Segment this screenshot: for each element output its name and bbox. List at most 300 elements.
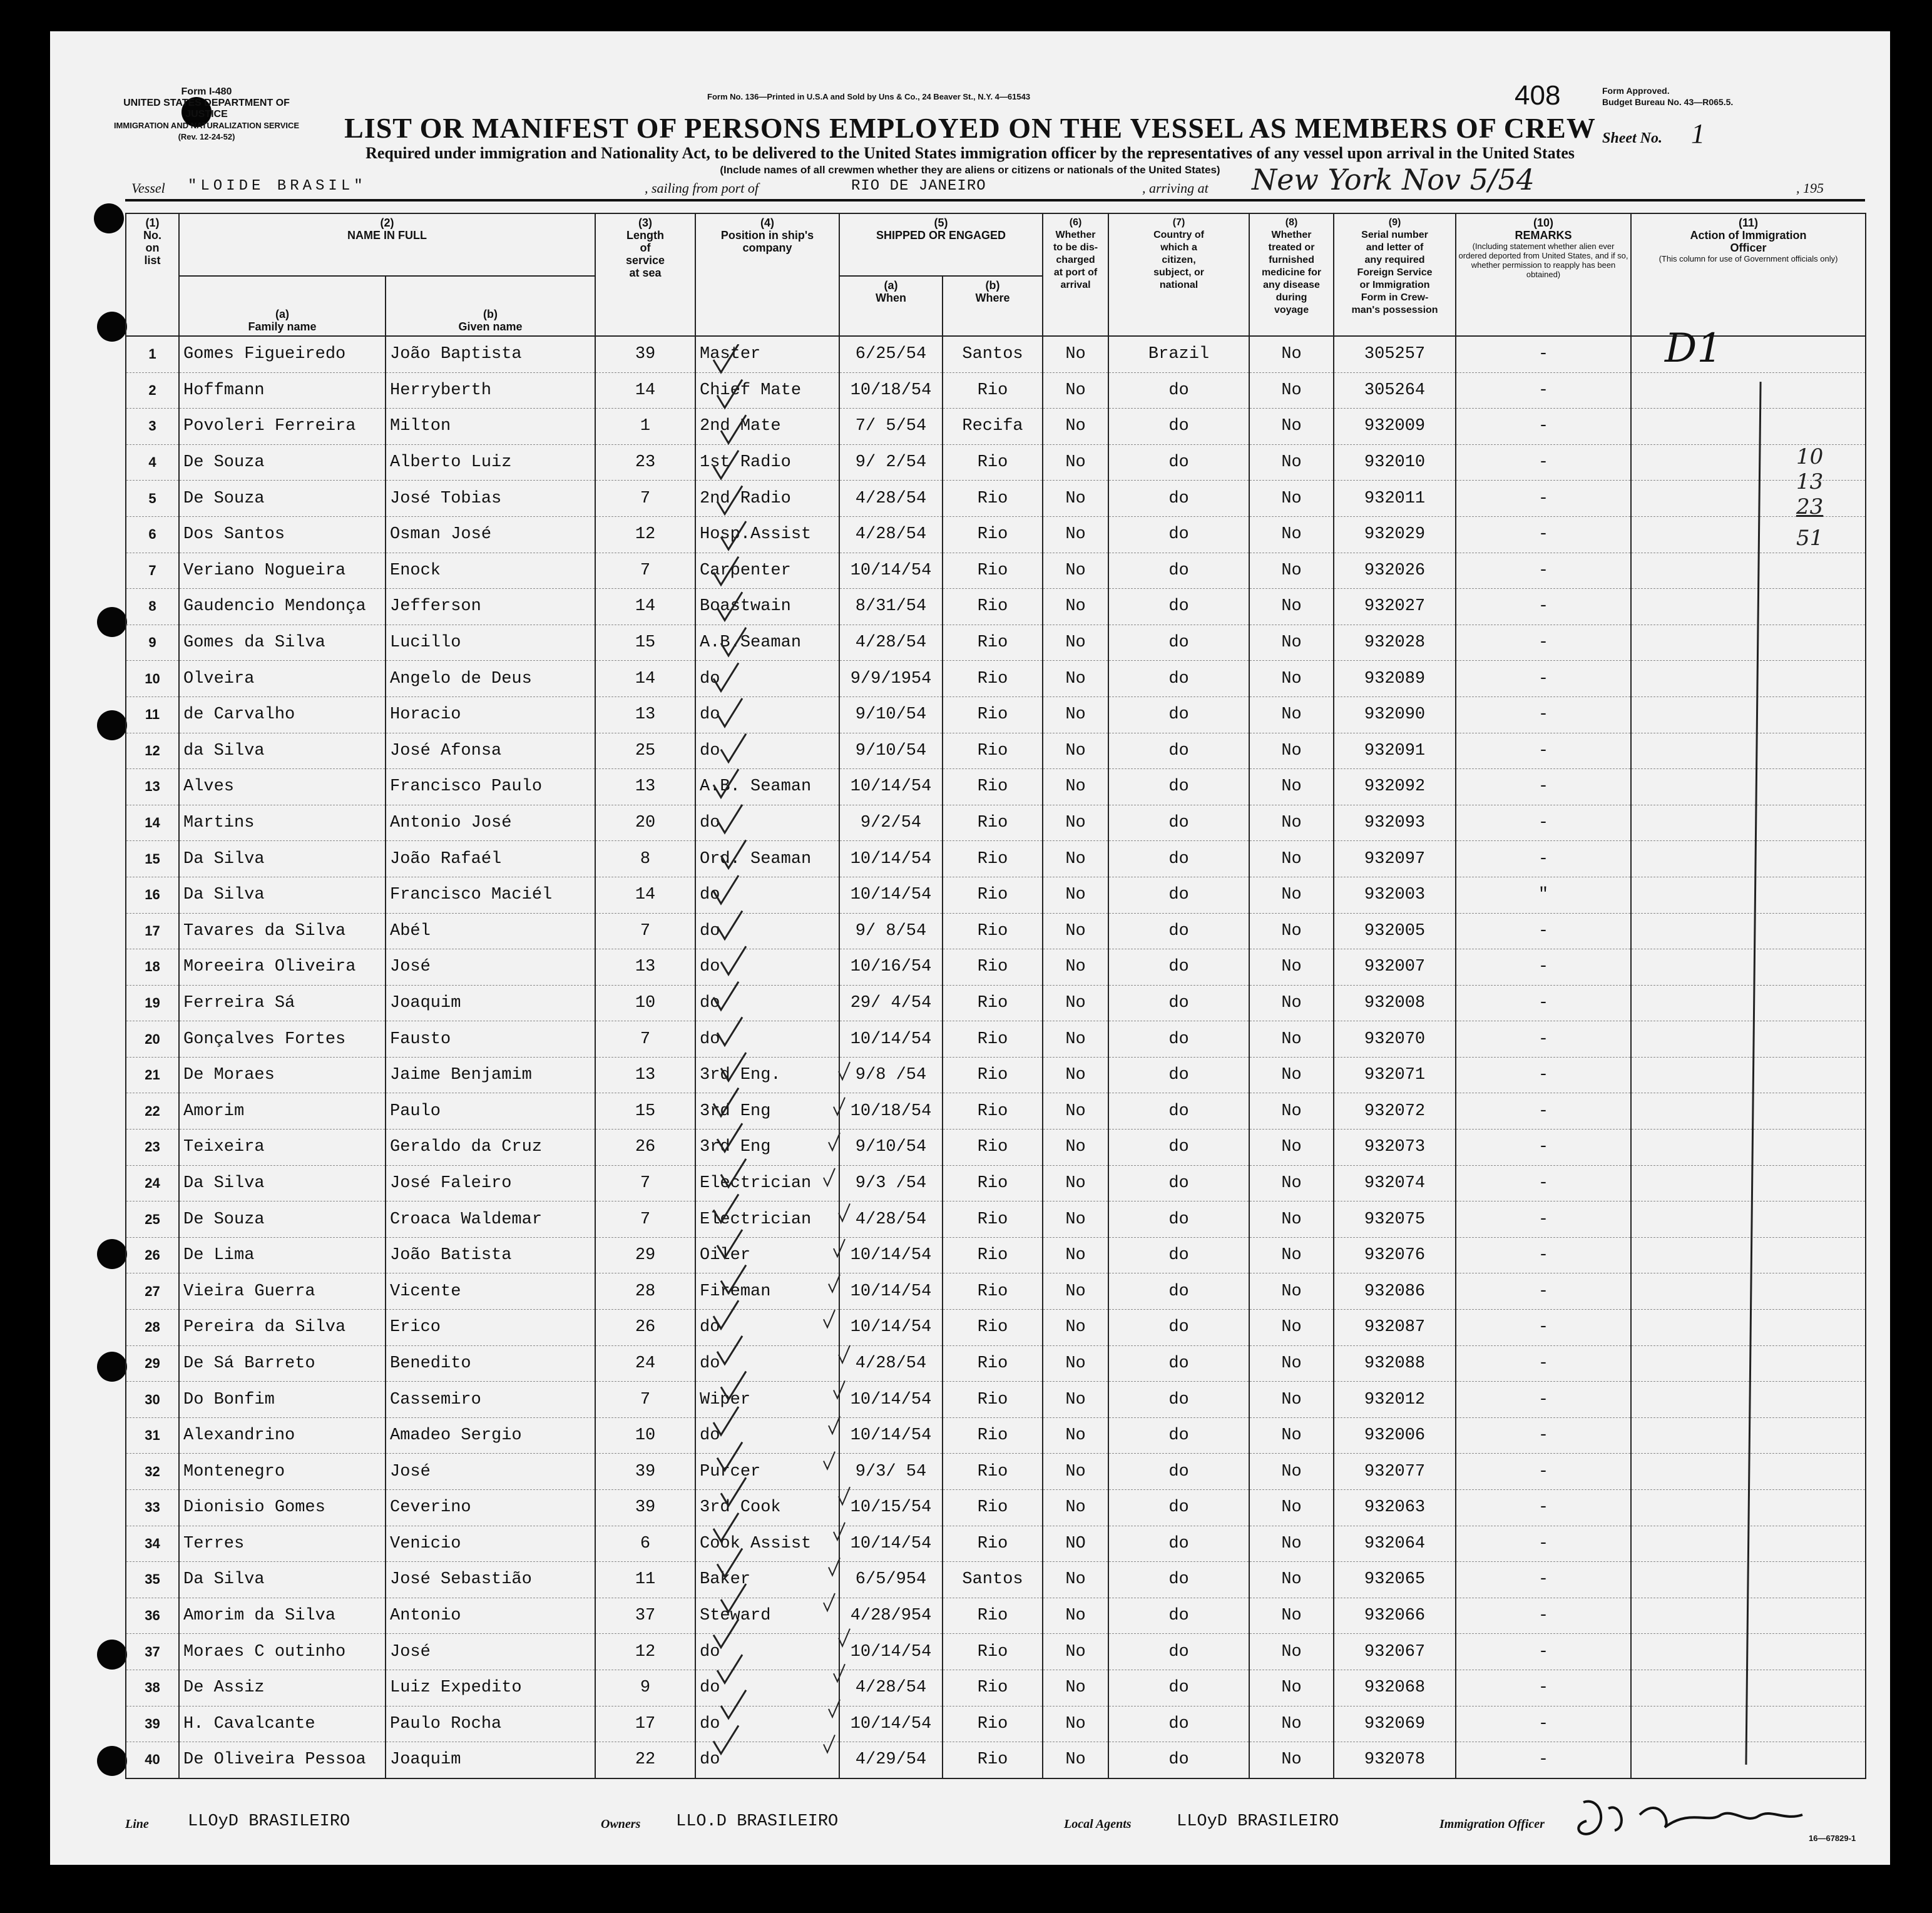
serial-number-cell: 932070 [1334, 1021, 1456, 1058]
shipped-when-cell: 10/14/54 [839, 1706, 943, 1742]
length-of-service-cell: 8 [595, 841, 695, 877]
crew-row [126, 1345, 1866, 1382]
serial-number-cell: 932012 [1334, 1382, 1456, 1418]
row-number-cell: 34 [126, 1526, 179, 1562]
shipped-where-cell: Rio [943, 733, 1043, 769]
family-name-cell: Povoleri Ferreira [179, 409, 386, 445]
crew-row [126, 589, 1866, 625]
crew-row [126, 336, 1866, 372]
treated-cell: No [1249, 372, 1334, 409]
check-mark [829, 1275, 840, 1292]
position-cell: Fireman [695, 1273, 839, 1310]
discharged-cell: No [1043, 516, 1108, 553]
length-of-service-cell: 14 [595, 372, 695, 409]
remarks-cell: - [1456, 1454, 1631, 1490]
treated-cell: No [1249, 913, 1334, 949]
length-of-service-cell: 17 [595, 1706, 695, 1742]
sheet-label: Sheet No. [1602, 130, 1662, 146]
country-cell: do [1108, 409, 1249, 445]
col-treated-header: (8) Whether treated or furnished medicine for any disease during voyage [1249, 213, 1334, 336]
check-mark [721, 734, 746, 762]
action-cell [1631, 1634, 1866, 1670]
check-mark [824, 1593, 835, 1611]
family-name-cell: da Silva [179, 733, 386, 769]
form-number: Form I-480 [181, 86, 232, 97]
family-name-cell: Da Silva [179, 877, 386, 913]
discharged-cell: No [1043, 1021, 1108, 1058]
country-cell: do [1108, 372, 1249, 409]
shipped-where-cell: Rio [943, 516, 1043, 553]
check-mark [721, 1265, 746, 1293]
serial-number-cell: 932005 [1334, 913, 1456, 949]
discharged-cell: No [1043, 1382, 1108, 1418]
given-name-cell: Venicio [386, 1526, 595, 1562]
check-mark [713, 982, 739, 1010]
discharged-cell: No [1043, 1562, 1108, 1598]
crew-row [126, 1490, 1866, 1526]
shipped-when-cell: 8/31/54 [839, 589, 943, 625]
given-name-cell: Francisco Maciél [386, 877, 595, 913]
position-cell: 3rd Eng [695, 1093, 839, 1130]
remarks-cell: - [1456, 625, 1631, 661]
shipped-when-cell: 4/28/954 [839, 1598, 943, 1634]
col-position-header: (4) Position in ship's company [695, 213, 839, 336]
discharged-cell: No [1043, 696, 1108, 733]
action-cell [1631, 805, 1866, 841]
action-cell [1631, 625, 1866, 661]
action-cell [1631, 1273, 1866, 1310]
discharged-cell: No [1043, 1273, 1108, 1310]
remarks-cell: - [1456, 1057, 1631, 1093]
shipped-when-cell: 9/10/54 [839, 696, 943, 733]
remarks-cell: - [1456, 769, 1631, 805]
shipped-where-cell: Rio [943, 1634, 1043, 1670]
shipped-when-cell: 4/28/54 [839, 481, 943, 517]
given-name-cell: Herryberth [386, 372, 595, 409]
check-mark [717, 592, 742, 620]
serial-number-cell: 932026 [1334, 553, 1456, 589]
crew-row [126, 1021, 1866, 1058]
country-cell: do [1108, 1165, 1249, 1201]
family-name-cell: Amorim [179, 1093, 386, 1130]
shipped-when-cell: 10/14/54 [839, 877, 943, 913]
action-cell [1631, 1201, 1866, 1238]
length-of-service-cell: 13 [595, 949, 695, 986]
shipped-where-cell: Rio [943, 1273, 1043, 1310]
crew-row [126, 372, 1866, 409]
discharged-cell: No [1043, 1310, 1108, 1346]
family-name-cell: Ferreira Sá [179, 985, 386, 1021]
family-name-cell: Alves [179, 769, 386, 805]
row-number-cell: 8 [126, 589, 179, 625]
budget-bureau-number: Budget Bureau No. 43—R065.5. [1602, 97, 1734, 107]
treated-cell: No [1249, 1201, 1334, 1238]
arriving-handwritten: New York Nov 5/54 [1252, 163, 1535, 196]
family-name-cell: Gomes da Silva [179, 625, 386, 661]
row-number-cell: 22 [126, 1093, 179, 1130]
punch-hole [97, 1239, 127, 1269]
given-name-cell: Angelo de Deus [386, 661, 595, 697]
length-of-service-cell: 23 [595, 444, 695, 481]
stamp-number: 408 [1515, 80, 1561, 111]
crew-row [126, 1130, 1866, 1166]
serial-number-cell: 932092 [1334, 769, 1456, 805]
treated-cell: No [1249, 1310, 1334, 1346]
officer-signature [1565, 1790, 1827, 1846]
given-name-cell: Abél [386, 913, 595, 949]
check-mark [721, 415, 746, 443]
position-cell: do [695, 1742, 839, 1778]
serial-number-cell: 932091 [1334, 733, 1456, 769]
length-of-service-cell: 15 [595, 1093, 695, 1130]
treated-cell: No [1249, 841, 1334, 877]
position-cell: 2nd Mate [695, 409, 839, 445]
family-name-cell: Terres [179, 1526, 386, 1562]
remarks-cell: - [1456, 949, 1631, 986]
family-name-cell: Pereira da Silva [179, 1310, 386, 1346]
crew-row [126, 1417, 1866, 1454]
given-name-cell: Paulo Rocha [386, 1706, 595, 1742]
length-of-service-cell: 14 [595, 589, 695, 625]
treated-cell: No [1249, 1706, 1334, 1742]
action-cell [1631, 1345, 1866, 1382]
tally-value: 51 [1796, 526, 1824, 551]
form-code: 16—67829-1 [1809, 1834, 1856, 1843]
given-name-cell: José Sebastião [386, 1562, 595, 1598]
shipped-when-cell: 10/14/54 [839, 1382, 943, 1418]
check-mark [717, 1017, 742, 1045]
given-name-cell: Osman José [386, 516, 595, 553]
treated-cell: No [1249, 1273, 1334, 1310]
discharged-cell: No [1043, 1670, 1108, 1706]
check-mark [713, 1620, 739, 1648]
crew-row [126, 1237, 1866, 1273]
length-of-service-cell: 22 [595, 1742, 695, 1778]
treated-cell: No [1249, 1742, 1334, 1778]
check-mark [717, 1230, 742, 1258]
discharged-cell: No [1043, 1345, 1108, 1382]
shipped-where-cell: Rio [943, 1742, 1043, 1778]
given-name-cell: José [386, 949, 595, 986]
serial-number-cell: 932011 [1334, 481, 1456, 517]
remarks-cell: - [1456, 372, 1631, 409]
shipped-where-cell: Rio [943, 1237, 1043, 1273]
given-name-cell: José [386, 1634, 595, 1670]
check-mark [717, 486, 742, 514]
action-cell [1631, 1670, 1866, 1706]
remarks-cell: - [1456, 481, 1631, 517]
treated-cell: No [1249, 1526, 1334, 1562]
treated-cell: No [1249, 877, 1334, 913]
serial-number-cell: 932066 [1334, 1598, 1456, 1634]
crew-row [126, 841, 1866, 877]
crew-row [126, 1526, 1866, 1562]
shipped-where-cell: Rio [943, 949, 1043, 986]
treated-cell: No [1249, 1598, 1334, 1634]
country-cell: do [1108, 1093, 1249, 1130]
given-name-cell: Horacio [386, 696, 595, 733]
arriving-label: , arriving at [1142, 180, 1209, 196]
shipped-where-cell: Rio [943, 1670, 1043, 1706]
crew-row [126, 1165, 1866, 1201]
shipped-where-cell: Rio [943, 661, 1043, 697]
action-title: (11) Action of Immigration Officer [1690, 217, 1807, 254]
length-of-service-cell: 7 [595, 481, 695, 517]
country-cell: do [1108, 841, 1249, 877]
row-number-cell: 38 [126, 1670, 179, 1706]
discharged-cell: No [1043, 481, 1108, 517]
manifest-subnote: (Include names of all crewmen whether they are aliens or citizens or nationals of the United States) [720, 164, 1220, 176]
check-mark [713, 663, 739, 691]
shipped-where-cell: Santos [943, 1562, 1043, 1598]
family-name-cell: De Oliveira Pessoa [179, 1742, 386, 1778]
length-of-service-cell: 26 [595, 1130, 695, 1166]
length-of-service-cell: 12 [595, 1634, 695, 1670]
row-number-cell: 20 [126, 1021, 179, 1058]
shipped-when-cell: 4/29/54 [839, 1742, 943, 1778]
check-mark [713, 451, 739, 479]
treated-cell: No [1249, 985, 1334, 1021]
shipped-when-cell: 4/28/54 [839, 625, 943, 661]
row-number-cell: 1 [126, 336, 179, 372]
action-cell [1631, 661, 1866, 697]
tally-value: 23 [1796, 494, 1824, 519]
given-name-cell: Croaca Waldemar [386, 1201, 595, 1238]
crew-row [126, 1454, 1866, 1490]
family-name-cell: Alexandrino [179, 1417, 386, 1454]
treated-cell: No [1249, 1670, 1334, 1706]
given-name-cell: Geraldo da Cruz [386, 1130, 595, 1166]
remarks-cell: - [1456, 1562, 1631, 1598]
country-cell: do [1108, 1670, 1249, 1706]
given-name-cell: Erico [386, 1310, 595, 1346]
remarks-cell: - [1456, 805, 1631, 841]
shipped-when-cell: 10/14/54 [839, 1021, 943, 1058]
serial-number-cell: 932076 [1334, 1237, 1456, 1273]
country-cell: do [1108, 625, 1249, 661]
serial-number-cell: 932067 [1334, 1634, 1456, 1670]
discharged-cell: No [1043, 1130, 1108, 1166]
manifest-subtitle: Required under immigration and Nationality Act, to be delivered to the United States immigration officer by the representatives of any vessel upon arrival in the United States [365, 144, 1575, 162]
row-number-cell: 21 [126, 1057, 179, 1093]
given-name-cell: Luiz Expedito [386, 1670, 595, 1706]
check-mark [721, 1159, 746, 1187]
row-number-cell: 6 [126, 516, 179, 553]
check-mark [834, 1098, 845, 1115]
check-mark [839, 1345, 850, 1363]
shipped-where-cell: Rio [943, 1490, 1043, 1526]
serial-number-cell: 932008 [1334, 985, 1456, 1021]
serial-number-cell: 932063 [1334, 1490, 1456, 1526]
check-mark [829, 1416, 840, 1434]
shipped-when-cell: 10/14/54 [839, 1526, 943, 1562]
shipped-when-cell: 10/14/54 [839, 1417, 943, 1454]
check-mark [717, 1336, 742, 1364]
family-name-cell: Dionisio Gomes [179, 1490, 386, 1526]
given-name-cell: Paulo [386, 1093, 595, 1130]
given-name-cell: Ceverino [386, 1490, 595, 1526]
row-number-cell: 26 [126, 1237, 179, 1273]
length-of-service-cell: 25 [595, 733, 695, 769]
shipped-when-cell: 10/18/54 [839, 372, 943, 409]
serial-number-cell: 932029 [1334, 516, 1456, 553]
serial-number-cell: 932075 [1334, 1201, 1456, 1238]
length-of-service-cell: 10 [595, 985, 695, 1021]
form-approved-block [1602, 85, 1733, 108]
family-name-cell: De Sá Barreto [179, 1345, 386, 1382]
shipped-when-cell: 9/10/54 [839, 1130, 943, 1166]
remarks-note: (Including statement whether alien ever ordered deported from United States, and if so, whether permission to reapply has been obtained) [1458, 242, 1628, 279]
remarks-cell: - [1456, 1742, 1631, 1778]
position-cell: 3rd Eng [695, 1130, 839, 1166]
country-cell: do [1108, 696, 1249, 733]
serial-number-cell: 932073 [1334, 1130, 1456, 1166]
serial-number-cell: 932006 [1334, 1417, 1456, 1454]
length-of-service-cell: 1 [595, 409, 695, 445]
treated-cell: No [1249, 625, 1334, 661]
length-of-service-cell: 7 [595, 553, 695, 589]
discharged-cell: No [1043, 1706, 1108, 1742]
serial-number-cell: 932027 [1334, 589, 1456, 625]
position-cell: do [695, 913, 839, 949]
remarks-cell: - [1456, 1382, 1631, 1418]
treated-cell: No [1249, 805, 1334, 841]
given-name-cell: Amadeo Sergio [386, 1417, 595, 1454]
shipped-when-cell: 9/3 /54 [839, 1165, 943, 1201]
given-name-cell: Milton [386, 409, 595, 445]
shipped-where-cell: Rio [943, 1454, 1043, 1490]
check-mark [713, 1513, 739, 1541]
length-of-service-cell: 7 [595, 1021, 695, 1058]
given-name-cell: José [386, 1454, 595, 1490]
position-cell: 1st Radio [695, 444, 839, 481]
punch-hole [97, 1640, 127, 1670]
remarks-cell: - [1456, 1237, 1631, 1273]
discharged-cell: No [1043, 1165, 1108, 1201]
discharged-cell: No [1043, 1093, 1108, 1130]
serial-number-cell: 932086 [1334, 1273, 1456, 1310]
check-mark [713, 769, 739, 797]
serial-number-cell: 932028 [1334, 625, 1456, 661]
position-cell: 3rd Cook [695, 1490, 839, 1526]
treated-cell: No [1249, 1634, 1334, 1670]
treated-cell: No [1249, 1165, 1334, 1201]
position-cell: do [695, 1706, 839, 1742]
given-name-cell: Enock [386, 553, 595, 589]
family-name-cell: Veriano Nogueira [179, 553, 386, 589]
treated-cell: No [1249, 1021, 1334, 1058]
position-cell: Purcer [695, 1454, 839, 1490]
shipped-where-cell: Rio [943, 1021, 1043, 1058]
position-cell: 2nd Radio [695, 481, 839, 517]
serial-number-cell: 932009 [1334, 409, 1456, 445]
country-cell: do [1108, 877, 1249, 913]
discharged-cell: No [1043, 372, 1108, 409]
shipped-when-cell: 10/14/54 [839, 1273, 943, 1310]
check-mark [721, 628, 746, 656]
check-mark [717, 698, 742, 727]
check-mark [829, 1133, 840, 1150]
country-cell: do [1108, 1057, 1249, 1093]
family-name-cell: De Souza [179, 481, 386, 517]
given-name-cell: Lucillo [386, 625, 595, 661]
serial-number-cell: 305264 [1334, 372, 1456, 409]
check-mark [829, 1558, 840, 1575]
col-given-header: (b) Given name [386, 276, 595, 336]
length-of-service-cell: 13 [595, 1057, 695, 1093]
shipped-where-cell: Santos [943, 336, 1043, 372]
given-name-cell: José Tobias [386, 481, 595, 517]
check-mark [834, 1523, 845, 1540]
row-number-cell: 31 [126, 1417, 179, 1454]
given-name-cell: Alberto Luiz [386, 444, 595, 481]
check-mark [717, 1655, 742, 1683]
treated-cell: No [1249, 1345, 1334, 1382]
treated-cell: No [1249, 1490, 1334, 1526]
crew-body [126, 336, 1866, 1778]
check-mark [839, 1629, 850, 1646]
shipped-where-cell: Recifa [943, 409, 1043, 445]
col-name-header: (2) NAME IN FULL [179, 213, 595, 276]
family-name-cell: Moreeira Oliveira [179, 949, 386, 986]
treated-cell: No [1249, 1093, 1334, 1130]
row-number-cell: 29 [126, 1345, 179, 1382]
given-name-cell: Joaquim [386, 1742, 595, 1778]
family-name-cell: Gaudencio Mendonça [179, 589, 386, 625]
shipped-when-cell: 4/28/54 [839, 1670, 943, 1706]
shipped-when-cell: 10/14/54 [839, 553, 943, 589]
check-mark [721, 1477, 746, 1506]
row-number-cell: 28 [126, 1310, 179, 1346]
check-mark [713, 1300, 739, 1329]
country-cell: do [1108, 1273, 1249, 1310]
shipped-where-cell: Rio [943, 1201, 1043, 1238]
row-number-cell: 17 [126, 913, 179, 949]
family-name-cell: Da Silva [179, 1165, 386, 1201]
crew-row [126, 661, 1866, 697]
check-mark [834, 1380, 845, 1398]
country-cell: Brazil [1108, 336, 1249, 372]
year-label: , 195 [1796, 180, 1824, 196]
sailing-port: RIO DE JANEIRO [851, 178, 986, 195]
row-number-cell: 15 [126, 841, 179, 877]
given-name-cell: João Batista [386, 1237, 595, 1273]
position-cell: do [695, 1310, 839, 1346]
family-name-cell: Teixeira [179, 1130, 386, 1166]
remarks-cell: - [1456, 1093, 1631, 1130]
row-number-cell: 19 [126, 985, 179, 1021]
crew-row [126, 696, 1866, 733]
action-cell [1631, 877, 1866, 913]
punch-hole [94, 203, 124, 233]
serial-number-cell: 932089 [1334, 661, 1456, 697]
discharged-cell: No [1043, 985, 1108, 1021]
check-mark [721, 1584, 746, 1612]
family-name-cell: Moraes C outinho [179, 1634, 386, 1670]
action-mark: D1 [1665, 325, 1723, 372]
position-cell: do [695, 733, 839, 769]
remarks-cell: - [1456, 733, 1631, 769]
action-note: (This column for use of Government officials only) [1659, 254, 1838, 263]
country-cell: do [1108, 553, 1249, 589]
given-name-cell: Benedito [386, 1345, 595, 1382]
check-mark [713, 1725, 739, 1753]
shipped-where-cell: Rio [943, 985, 1043, 1021]
shipped-where-cell: Rio [943, 1165, 1043, 1201]
serial-number-cell: 932078 [1334, 1742, 1456, 1778]
shipped-where-cell: Rio [943, 481, 1043, 517]
action-cell [1631, 1093, 1866, 1130]
